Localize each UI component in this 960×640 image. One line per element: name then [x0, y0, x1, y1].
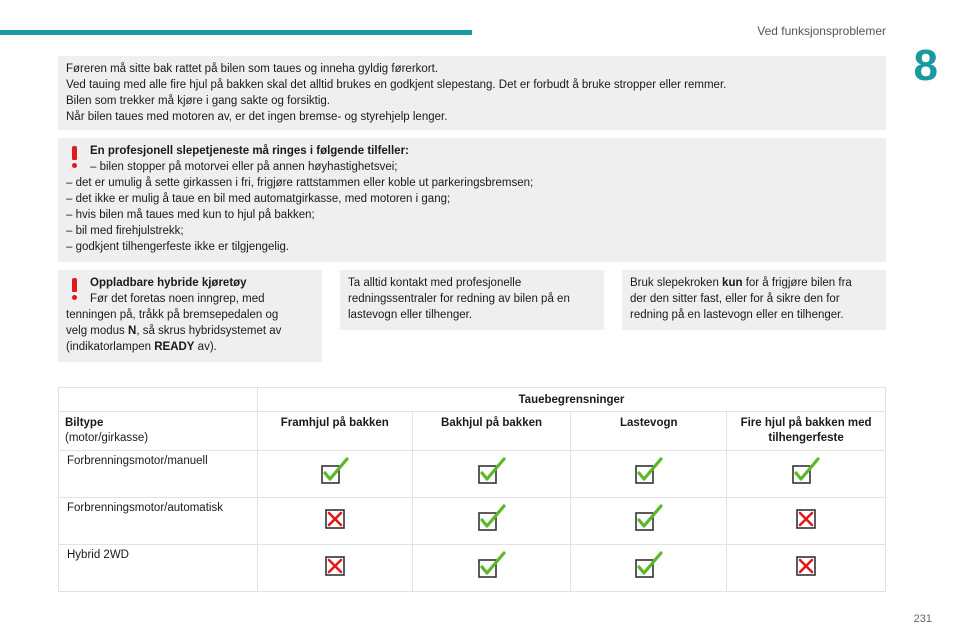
status-cell	[571, 545, 727, 592]
status-cell	[727, 451, 886, 498]
row-label: Hybrid 2WD	[59, 545, 258, 592]
info-line: Ta alltid kontakt med profesjonelle	[348, 277, 522, 289]
green-check-icon	[634, 504, 664, 534]
towing-limits-table	[58, 387, 886, 592]
table-row	[59, 498, 886, 545]
warning-item: – godkjent tilhengerfeste ikke er tilgjengelig.	[66, 241, 290, 253]
status-cell	[412, 451, 571, 498]
info-box-driving-rules	[58, 56, 886, 130]
status-cell	[571, 451, 727, 498]
warning-box-hybrid	[58, 270, 322, 362]
green-check-icon	[477, 457, 507, 487]
row-header-title: Biltype	[65, 417, 104, 429]
info-line: redningssentraler for redning av bilen på en	[348, 293, 570, 305]
status-cell	[727, 498, 886, 545]
hybrid-heading: Oppladbare hybride kjøretøy	[90, 277, 247, 289]
info-line: Føreren må sitte bak rattet på bilen som taues og inneha gyldig førerkort.	[66, 63, 439, 75]
green-check-icon	[320, 457, 350, 487]
info-line: lastevogn eller tilhenger.	[348, 309, 473, 321]
status-cell	[571, 498, 727, 545]
warning-box-professional-towing	[58, 138, 886, 262]
status-cell	[412, 545, 571, 592]
status-cell	[257, 545, 412, 592]
green-check-icon	[634, 457, 664, 487]
column-header: Lastevogn	[571, 412, 727, 451]
row-header-cell	[59, 412, 258, 451]
column-header: Fire hjul på bakken med tilhengerfeste	[727, 412, 886, 451]
info-line: Når bilen taues med motoren av, er det ingen bremse- og styrehjelp lenger.	[66, 111, 448, 123]
status-cell	[257, 498, 412, 545]
page-number: 231	[913, 613, 932, 625]
column-header: Framhjul på bakken	[257, 412, 412, 451]
row-header-sub: (motor/girkasse)	[65, 432, 149, 444]
row-label: Forbrenningsmotor/automatisk	[59, 498, 258, 545]
table-row	[59, 545, 886, 592]
info-line: Ved tauing med alle fire hjul på bakken skal det alltid brukes en godkjent slepestang. Det er forbudt å bruke stropper eller remmer.	[66, 79, 727, 91]
table-group-header: Tauebegrensninger	[257, 388, 885, 412]
info-line: redning på en lastevogn eller en tilhenger.	[630, 309, 844, 321]
status-cell	[727, 545, 886, 592]
page-header-title: Ved funksjonsproblemer	[757, 24, 886, 38]
info-box-contact-rescue	[340, 270, 604, 330]
warning-item: – bilen stopper på motorvei eller på annen høyhastighetsvei;	[90, 161, 398, 173]
warning-heading: En profesjonell slepetjeneste må ringes i følgende tilfeller:	[90, 145, 409, 157]
warning-item: – det er umulig å sette girkassen i fri, frigjøre rattstammen eller koble ut parkeringsbremsen;	[66, 177, 534, 189]
status-cell	[257, 451, 412, 498]
info-line: Bilen som trekker må kjøre i gang sakte og forsiktig.	[66, 95, 330, 107]
table-corner-cell	[59, 388, 258, 412]
red-cross-icon	[791, 504, 821, 534]
warning-item: – det ikke er mulig å taue en bil med automatgirkasse, med motoren i gang;	[66, 193, 451, 205]
red-cross-icon	[791, 551, 821, 581]
red-cross-icon	[320, 551, 350, 581]
hybrid-text: (indikatorlampen READY av).	[66, 341, 217, 353]
info-line: der den sitter fast, eller for å sikre den for	[630, 293, 840, 305]
row-label: Forbrenningsmotor/manuell	[59, 451, 258, 498]
column-header: Bakhjul på bakken	[412, 412, 571, 451]
hybrid-text: tenningen på, tråkk på bremsepedalen og	[66, 309, 279, 321]
hybrid-text: velg modus N, så skrus hybridsystemet av	[66, 325, 282, 337]
chapter-number: 8	[913, 41, 938, 90]
green-check-icon	[477, 551, 507, 581]
green-check-icon	[477, 504, 507, 534]
green-check-icon	[634, 551, 664, 581]
warning-item: – hvis bilen må taues med kun to hjul på bakken;	[66, 209, 315, 221]
info-box-towing-hook	[622, 270, 886, 330]
green-check-icon	[791, 457, 821, 487]
warning-item: – bil med firehjulstrekk;	[66, 225, 184, 237]
status-cell	[412, 498, 571, 545]
hybrid-text: Før det foretas noen inngrep, med	[90, 293, 265, 305]
header-accent-bar	[0, 30, 472, 35]
info-line: Bruk slepekroken kun for å frigjøre bilen fra	[630, 277, 852, 289]
red-cross-icon	[320, 504, 350, 534]
table-row	[59, 451, 886, 498]
